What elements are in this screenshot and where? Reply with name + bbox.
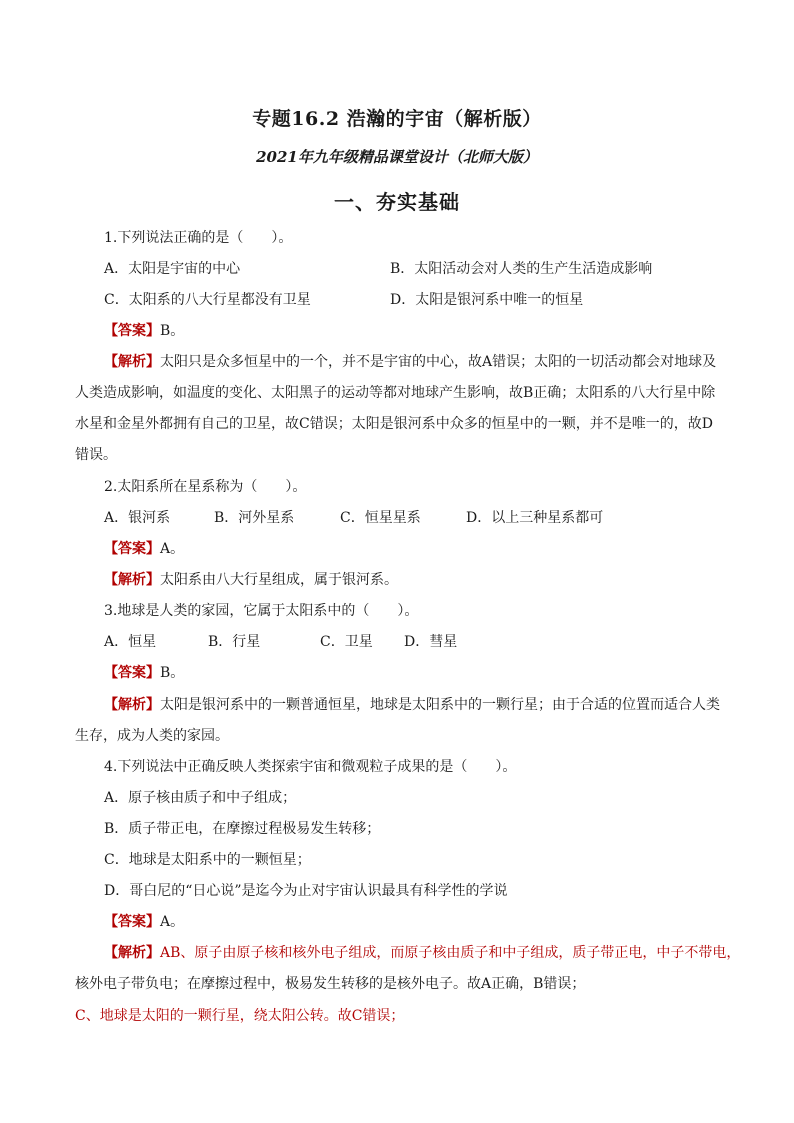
page-title: 专题16.2 浩瀚的宇宙（解析版） bbox=[252, 108, 542, 130]
q2-stem: 2.太阳系所在星系称为（ ）。 bbox=[104, 479, 307, 495]
q2-option-c: C．恒星星系 bbox=[340, 510, 421, 526]
q1-option-b: B．太阳活动会对人类的生产生活造成影响 bbox=[390, 261, 653, 277]
q3-answer-value: B。 bbox=[160, 665, 185, 681]
q3-option-d: D．彗星 bbox=[404, 634, 458, 650]
q3-option-b: B．行星 bbox=[208, 634, 261, 650]
q2-explain-text: 太阳系由八大行星组成，属于银河系。 bbox=[160, 572, 398, 588]
q4-answer-value: A。 bbox=[160, 914, 185, 930]
q4-option-c: C．地球是太阳系中的一颗恒星； bbox=[104, 852, 311, 868]
q1-option-d: D．太阳是银河系中唯一的恒星 bbox=[390, 292, 584, 308]
q3-options bbox=[104, 632, 724, 652]
q2-option-b: B．河外星系 bbox=[214, 510, 295, 526]
q4-option-d: D．哥白尼的“日心说”是迄今为止对宇宙认识最具有科学性的学说 bbox=[104, 883, 508, 899]
q4-explain-line bbox=[104, 943, 741, 963]
page-subtitle: 2021年九年级精品课堂设计（北师大版） bbox=[256, 148, 538, 166]
q4-answer bbox=[104, 912, 724, 932]
q1-explain-line: 人类造成影响，如温度的变化、太阳黑子的运动等都对地球产生影响，故B正确；太阳系的八大行星中除 bbox=[75, 385, 716, 401]
q3-stem: 3.地球是人类的家园，它属于太阳系中的（ ）。 bbox=[104, 603, 419, 619]
q2-answer-value: A。 bbox=[160, 541, 185, 557]
q2-option-d: D．以上三种星系都可 bbox=[466, 510, 604, 526]
q3-explain-text: 太阳是银河系中的一颗普通恒星，地球是太阳系中的一颗行星；由于合适的位置而适合人类 bbox=[160, 697, 720, 713]
q2-options bbox=[104, 508, 724, 528]
q3-option-c: C．卫星 bbox=[320, 634, 373, 650]
explain-tag: 【解析】 bbox=[104, 945, 160, 961]
answer-tag: 【答案】 bbox=[104, 914, 160, 930]
q1-option-c: C．太阳系的八大行星都没有卫星 bbox=[104, 292, 311, 308]
answer-tag: 【答案】 bbox=[104, 665, 160, 681]
answer-tag: 【答案】 bbox=[104, 323, 160, 339]
q1-options-row1 bbox=[104, 259, 724, 279]
section-heading: 一、夯实基础 bbox=[334, 190, 460, 214]
explain-tag: 【解析】 bbox=[104, 697, 160, 713]
q1-explain-line bbox=[104, 352, 724, 372]
q1-answer bbox=[104, 321, 724, 341]
q4-option-a: A．原子核由质子和中子组成； bbox=[104, 790, 297, 806]
q4-option-b: B．质子带正电，在摩擦过程极易发生转移； bbox=[104, 821, 381, 837]
q2-answer bbox=[104, 539, 724, 559]
answer-tag: 【答案】 bbox=[104, 541, 160, 557]
q1-answer-value: B。 bbox=[160, 323, 185, 339]
q4-stem: 4.下列说法中正确反映人类探索宇宙和微观粒子成果的是（ ）。 bbox=[104, 759, 517, 775]
q1-stem: 1.下列说法正确的是（ ）。 bbox=[104, 230, 293, 246]
q3-explain-line: 生存，成为人类的家园。 bbox=[75, 728, 229, 744]
explain-tag: 【解析】 bbox=[104, 354, 160, 370]
q1-explain-line: 错误。 bbox=[75, 447, 117, 463]
q1-options-row2 bbox=[104, 290, 724, 310]
q3-explain-line bbox=[104, 695, 724, 715]
q3-answer bbox=[104, 663, 724, 683]
q3-option-a: A．恒星 bbox=[104, 634, 157, 650]
q1-option-a: A．太阳是宇宙的中心 bbox=[104, 261, 241, 277]
q2-explain-line bbox=[104, 570, 724, 590]
q4-explain-line: C、地球是太阳的一颗行星，绕太阳公转。故C错误； bbox=[75, 1008, 405, 1024]
q1-explain-line: 水星和金星外都拥有自己的卫星，故C错误；太阳是银河系中众多的恒星中的一颗，并不是唯一的，故D bbox=[75, 416, 713, 432]
explain-tag: 【解析】 bbox=[104, 572, 160, 588]
q4-explain-text: AB、原子由原子核和核外电子组成，而原子核由质子和中子组成，质子带正电，中子不带电， bbox=[160, 945, 741, 961]
q4-explain-line: 核外电子带负电；在摩擦过程中，极易发生转移的是核外电子。故A正确，B错误； bbox=[75, 976, 586, 992]
q2-option-a: A．银河系 bbox=[104, 510, 171, 526]
q1-explain-text: 太阳只是众多恒星中的一个，并不是宇宙的中心，故A错误；太阳的一切活动都会对地球及 bbox=[160, 354, 717, 370]
